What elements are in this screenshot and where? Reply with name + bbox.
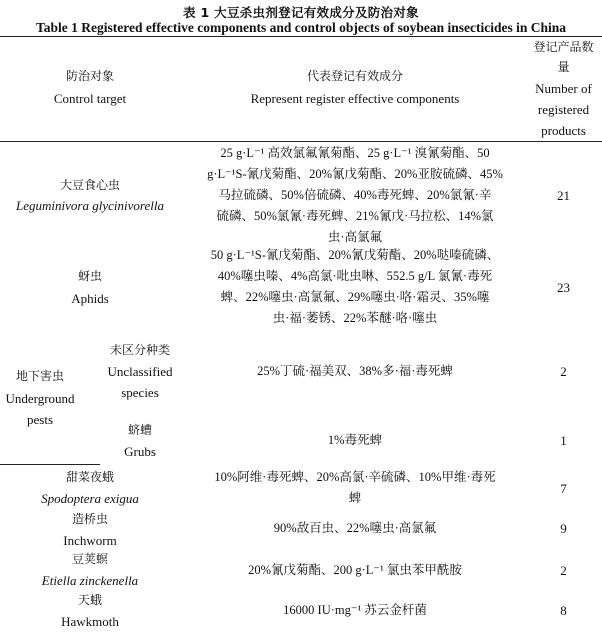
row-component-line: 25 g·L⁻¹ 高效氯氟氰菊酯、25 g·L⁻¹ 溴氰菊酯、50 (220, 146, 490, 160)
row-target-cn: 蚜虫 (77, 269, 102, 283)
table-title-cn: 表 1 大豆杀虫剂登记有效成分及防治对象 (183, 5, 419, 20)
table-title-en: Table 1 Registered effective components and control objects of soybean insecticides in China (36, 20, 566, 35)
row-component-line: 20%氰戊菊酯、200 g·L⁻¹ 氯虫苯甲酰胺 (248, 563, 462, 577)
row-count: 2 (560, 563, 567, 578)
row-component-line: 硫磷、50%氯氰·毒死蜱、21%氰戊·马拉松、14%氯 (216, 209, 494, 223)
row-target-cn: 甜菜夜蛾 (65, 470, 114, 484)
header-target-en: Control target (53, 91, 127, 106)
row-target-cn: 造桥虫 (71, 512, 108, 526)
row-target-sci: Etiella zinckenella (41, 573, 139, 588)
row-component-line: 40%噻虫嗪、4%高氯·吡虫啉、552.5 g/L 氯氰·毒死 (217, 269, 493, 283)
row-component-line: 虫·福·萎锈、22%苯醚·咯·噻虫 (272, 311, 438, 325)
header-num-en-1: Number of (535, 81, 592, 96)
header-num-en-3: products (541, 123, 586, 138)
row-count: 2 (560, 364, 567, 379)
row-target-sci: Leguminivora glycinivorella (16, 198, 164, 213)
group-target-en: Underground (5, 391, 75, 406)
row-component-line: 蜱、22%噻虫·高氯氟、29%噻虫·咯·霜灵、35%噻 (220, 290, 490, 304)
top-rule (0, 36, 602, 37)
row-count: 7 (560, 481, 567, 496)
row-count: 9 (560, 521, 567, 536)
row-component-line: 马拉硫磷、50%倍硫磷、40%毒死蜱、20%氯氰·辛 (218, 188, 492, 202)
row-target-cn: 未区分种类 (109, 343, 170, 357)
row-target-cn: 蛴螬 (127, 423, 152, 437)
row-count: 1 (560, 433, 567, 448)
row-component-line: 1%毒死蜱 (327, 433, 383, 447)
row-target-en: Unclassified (107, 364, 173, 379)
row-count: 23 (557, 280, 570, 295)
header-num-en-2: registered (537, 102, 590, 117)
row-target-en: Aphids (71, 291, 109, 306)
group-target-cn: 地下害虫 (15, 369, 64, 383)
row-component-line: g·L⁻¹S-氰戊菊酯、20%氰戊菊酯、20%亚胺硫磷、45% (207, 167, 503, 181)
row-target-en: Hawkmoth (61, 614, 119, 629)
row-component-line: 90%敌百虫、22%噻虫·高氯氟 (273, 521, 437, 535)
header-comp-cn: 代表登记有效成分 (306, 69, 403, 83)
row-component-line: 蜱 (348, 491, 362, 505)
row-target-sci: Spodoptera exigua (41, 491, 139, 506)
row-component-line: 25%丁硫·福美双、38%多·福·毒死蜱 (257, 364, 453, 378)
row-component-line: 50 g·L⁻¹S-氰戊菊酯、20%氰戊菊酯、20%哒嗪硫磷、 (210, 248, 500, 262)
header-rule (0, 141, 602, 142)
row-count: 8 (560, 603, 567, 618)
row-component-line: 虫·高氯氟 (327, 230, 383, 244)
group-target-en: pests (27, 412, 53, 427)
row-count: 21 (557, 188, 570, 203)
row-target-en: Grubs (124, 444, 156, 459)
row-target-cn: 大豆食心虫 (59, 178, 120, 192)
row-target-en: Inchworm (63, 533, 117, 548)
row-component-line: 16000 IU·mg⁻¹ 苏云金杆菌 (283, 603, 427, 617)
group-rule (0, 464, 100, 465)
header-num-cn-2: 量 (557, 60, 570, 74)
row-target-en: species (121, 385, 159, 400)
header-comp-en: Represent register effective components (250, 91, 460, 106)
row-target-cn: 豆荚螟 (71, 552, 108, 566)
row-component-line: 10%阿维·毒死蜱、20%高氯·辛硫磷、10%甲维·毒死 (214, 470, 496, 484)
header-num-cn-1: 登记产品数 (533, 40, 594, 54)
header-target-cn: 防治对象 (65, 69, 114, 83)
row-target-cn: 天蛾 (77, 593, 102, 607)
